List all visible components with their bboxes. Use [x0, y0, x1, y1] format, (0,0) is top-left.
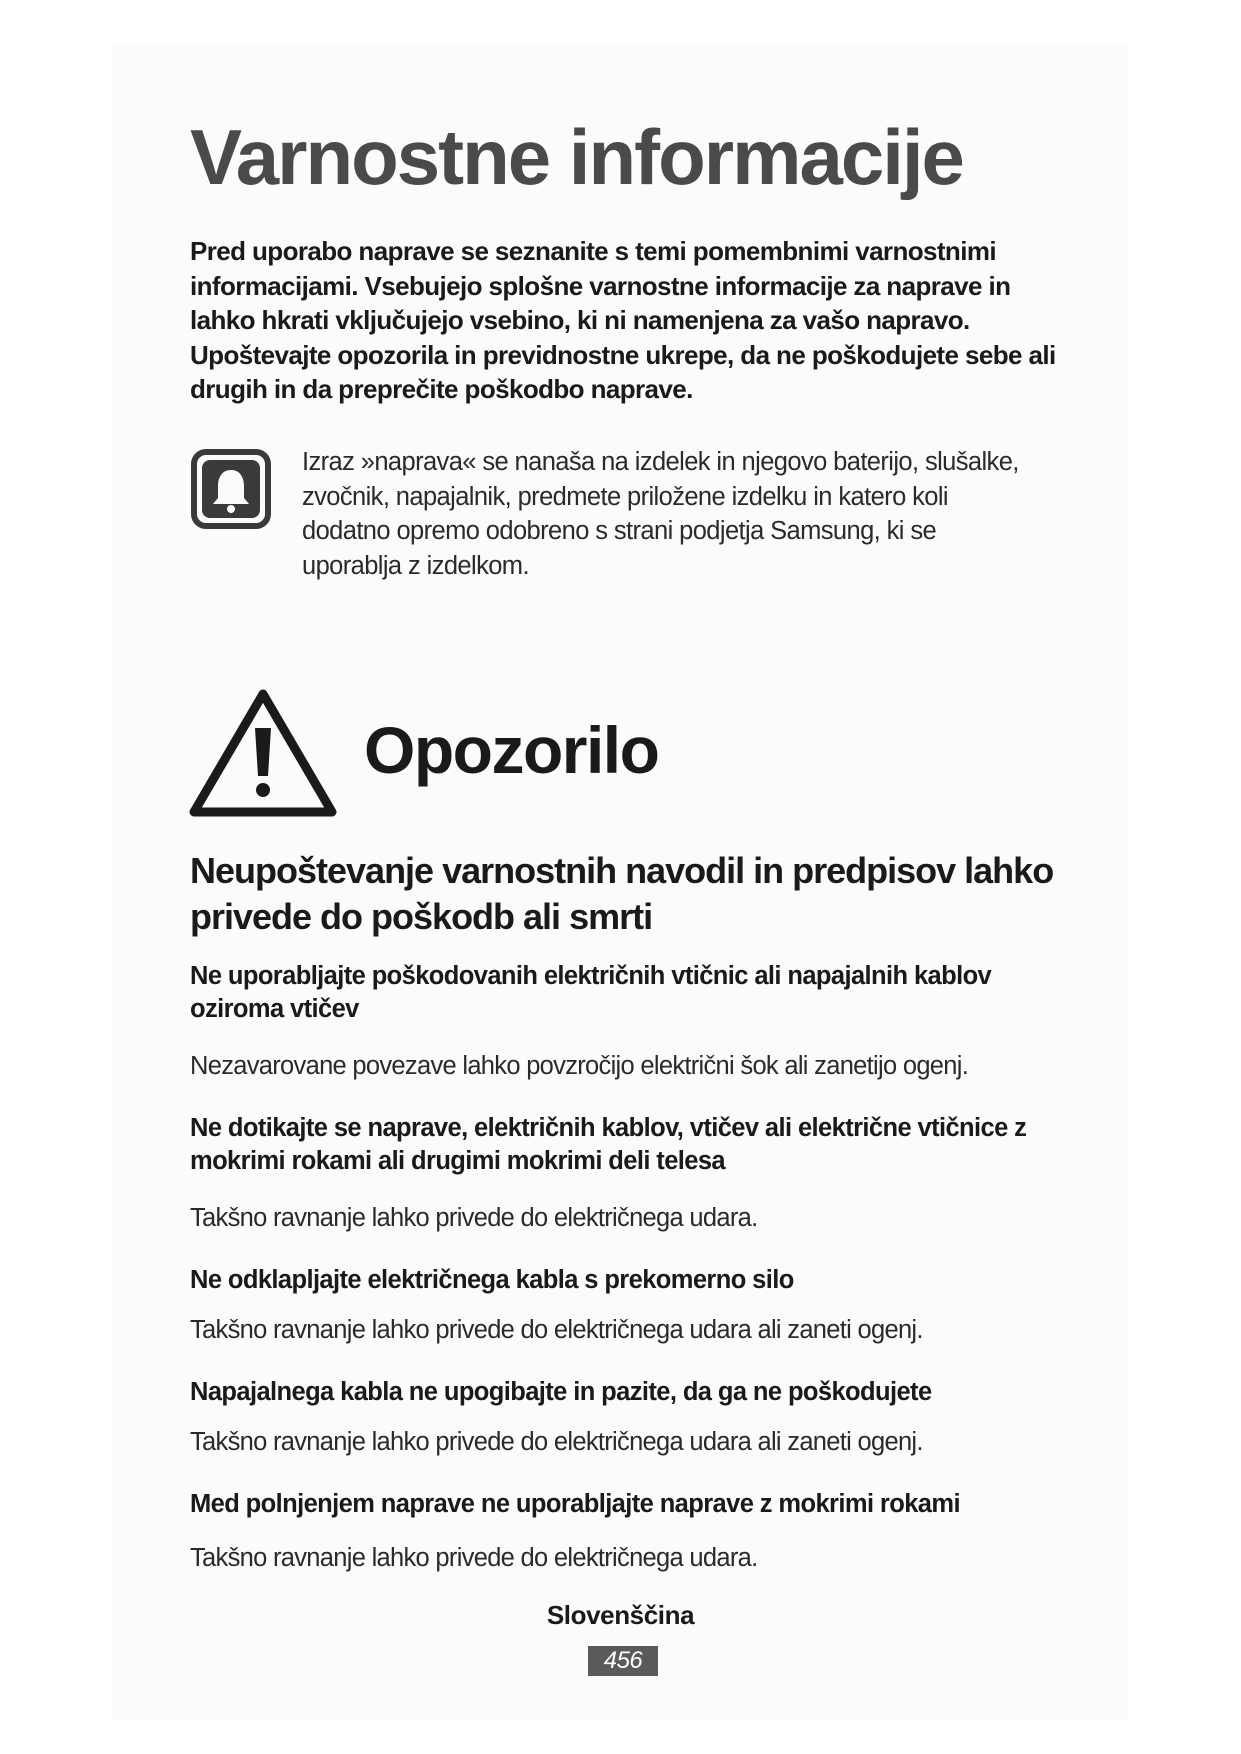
- page-title: Varnostne informacije: [190, 113, 963, 201]
- item-heading: Ne dotikajte se naprave, električnih kablov, vtičev ali električne vtičnice z mokrimi rokami ali drugimi mokrimi deli telesa: [190, 1114, 1027, 1175]
- warning-title: Opozorilo: [364, 713, 659, 787]
- item-body: Nezavarovane povezave lahko povzročijo električni šok ali zanetijo ogenj.: [190, 1052, 969, 1080]
- note-text: Izraz »naprava« se nanaša na izdelek in njegovo baterijo, slušalke, zvočnik, napajalnik, predmete priložene izdelku in katero koli dodatno opremo odobreno s strani podjetja Samsung, ki se uporablja z izdelkom.: [302, 448, 1019, 580]
- page-number: 456: [588, 1646, 658, 1676]
- item-heading: Med polnjenjem naprave ne uporabljajte naprave z mokrimi rokami: [190, 1490, 960, 1518]
- intro-paragraph: Pred uporabo naprave se seznanite s temi pomembnimi varnostnimi informacijami. Vsebujejo splošne varnostne informacije za naprave in lahko hkrati vključujejo vsebino, ki ni namenjena za vašo napravo. Upoštevajte opozorila in previdnostne ukrepe, da ne poškodujete sebe ali drugih in da preprečite poškodbo naprave.: [190, 236, 1056, 404]
- footer-language: Slovenščina: [546, 1600, 695, 1630]
- item-body: Takšno ravnanje lahko privede do električnega udara.: [190, 1544, 758, 1572]
- item-body: Takšno ravnanje lahko privede do električnega udara.: [190, 1204, 758, 1232]
- item-body: Takšno ravnanje lahko privede do električnega udara ali zaneti ogenj.: [190, 1316, 923, 1344]
- item-heading: Ne uporabljajte poškodovanih električnih vtičnic ali napajalnih kablov oziroma vtičev: [190, 962, 992, 1023]
- item-body: Takšno ravnanje lahko privede do električnega udara ali zaneti ogenj.: [190, 1428, 923, 1456]
- item-heading: Napajalnega kabla ne upogibajte in pazite, da ga ne poškodujete: [190, 1378, 932, 1406]
- warning-triangle-icon: [188, 686, 338, 820]
- section-heading: Neupoštevanje varnostnih navodil in predpisov lahko privede do poškodb ali smrti: [190, 850, 1054, 937]
- item-heading: Ne odklapljajte električnega kabla s prekomerno silo: [190, 1266, 794, 1294]
- bell-notice-icon: [190, 448, 272, 530]
